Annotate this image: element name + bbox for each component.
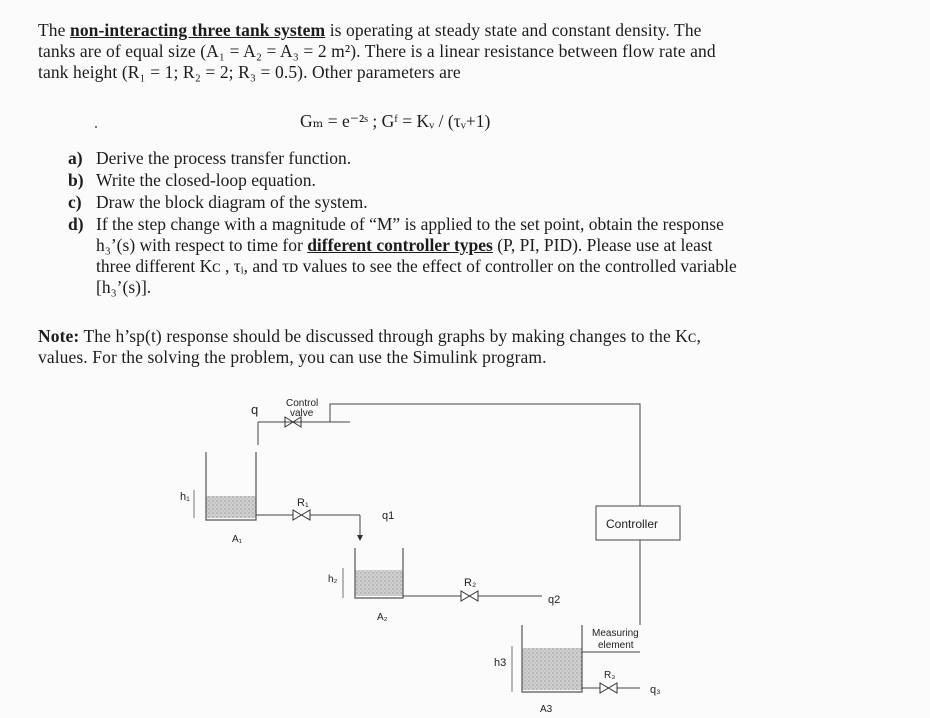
label-valve: valve [290,408,314,419]
note: Note: The h’sp(t) response should be discussed through graphs by making changes to the Kᴄ, values. For the solving the problem, you can use the Simulink program. [38,326,701,367]
question-a: a) Derive the process transfer function. [68,148,352,168]
question-d: d) If the step change with a magnitude of “M” is applied to the set point, obtain the response h₃’(s) with respect to time for different controller types (P, PI, PID). Please use at least three different Kᴄ , τᵢ, and τᴅ values to see the effect of controller on the controlled variable [h₃’(s)]. [68,214,737,297]
tank-2 [355,548,403,598]
valve-r3-icon [600,683,617,693]
label-a1: A₁ [232,534,243,545]
underlined-term: non-interacting three tank system [69,20,326,40]
label-q2: q2 [548,594,561,606]
intro-line-3: tank height (R₁ = 1; R₂ = 2; R₃ = 0.5). Other parameters are [38,62,461,82]
label-measuring: Measuring [592,628,639,639]
label-h2: h₂ [328,574,338,585]
intro-line-1: The non-interacting three tank system is operating at steady state and constant density. The [38,20,702,40]
label-a2: A₂ [377,612,388,623]
label-r1: R₁ [297,497,309,509]
question-c: c) Draw the block diagram of the system. [68,192,368,212]
valve-r2-icon [461,591,478,601]
tank-3 [522,625,582,692]
label-r3: R₃ [604,670,616,681]
label-h1: h₁ [180,491,190,503]
label-a3: A3 [540,704,553,715]
label-q: q [251,402,259,417]
label-q1: q1 [382,510,395,522]
label-q3: q₃ [650,684,661,696]
underlined-controller-types: different controller types [307,235,493,255]
transfer-formula: Gₘ = e⁻²ˢ ; Gᶠ = Kᵥ / (τᵥ+1) [300,111,491,131]
label-controller: Controller [606,517,659,531]
question-b: b) Write the closed-loop equation. [68,170,316,190]
label-r2: R₂ [464,577,477,589]
label-element: element [598,640,634,651]
tank-1 [206,452,256,520]
label-h3: h3 [494,657,507,669]
intro-line-2: tanks are of equal size (A₁ = A₂ = A₃ = 2 m²). There is a linear resistance between flow rate and [38,41,716,61]
note-label: Note: [38,326,80,346]
control-signal-line [330,404,640,506]
label-control: Control [286,398,319,409]
valve-r1-icon [293,510,310,520]
